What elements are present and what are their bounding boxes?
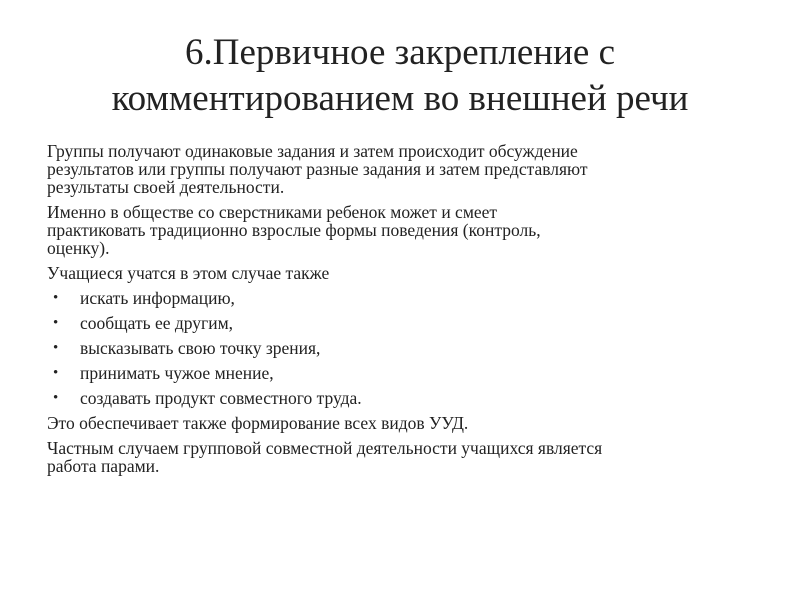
- bullet-item: [47, 289, 767, 307]
- text-line: Частным случаем групповой совместной деятельности учащихся является: [47, 438, 603, 458]
- bullet-dot-icon: •: [53, 290, 59, 306]
- bullet-list: [47, 289, 767, 407]
- text-line: Учащиеся учатся в этом случае также: [47, 263, 330, 283]
- bullet-text: высказывать свою точку зрения,: [80, 338, 321, 358]
- bullet-item: [47, 339, 767, 357]
- text-line: Группы получают одинаковые задания и затем происходит обсуждение: [47, 141, 578, 161]
- bullet-dot-icon: •: [53, 365, 59, 381]
- paragraph-pair-work: [47, 439, 767, 475]
- slide-title-line-1: 6.Первичное закрепление с: [184, 32, 616, 73]
- bullet-item: [47, 364, 767, 382]
- text-line: результаты своей деятельности.: [47, 177, 285, 197]
- bullet-dot-icon: •: [53, 390, 59, 406]
- paragraph-groups: [47, 142, 767, 196]
- bullet-dot-icon: •: [53, 340, 59, 356]
- bullet-text: сообщать ее другим,: [80, 313, 234, 333]
- bullet-dot-icon: •: [53, 315, 59, 331]
- text-line: результатов или группы получают разные задания и затем представляют: [47, 159, 588, 179]
- text-line: работа парами.: [47, 456, 160, 476]
- slide-title-line-2: комментированием во внешней речи: [111, 78, 689, 119]
- bullet-text: создавать продукт совместного труда.: [80, 388, 362, 408]
- slide-title: [40, 30, 760, 122]
- bullet-text: принимать чужое мнение,: [80, 363, 274, 383]
- bullet-text: искать информацию,: [80, 288, 235, 308]
- bullet-item: [47, 314, 767, 332]
- paragraph-peers: [47, 203, 767, 257]
- text-line: Именно в обществе со сверстниками ребенок может и смеет: [47, 202, 498, 222]
- text-line: практиковать традиционно взрослые формы поведения (контроль,: [47, 220, 541, 240]
- text-line: Это обеспечивает также формирование всех видов УУД.: [47, 413, 469, 433]
- paragraph-uud: [47, 414, 767, 432]
- text-line: оценку).: [47, 238, 110, 258]
- slide-body: [47, 142, 767, 482]
- paragraph-students-learn: [47, 264, 767, 282]
- bullet-item: [47, 389, 767, 407]
